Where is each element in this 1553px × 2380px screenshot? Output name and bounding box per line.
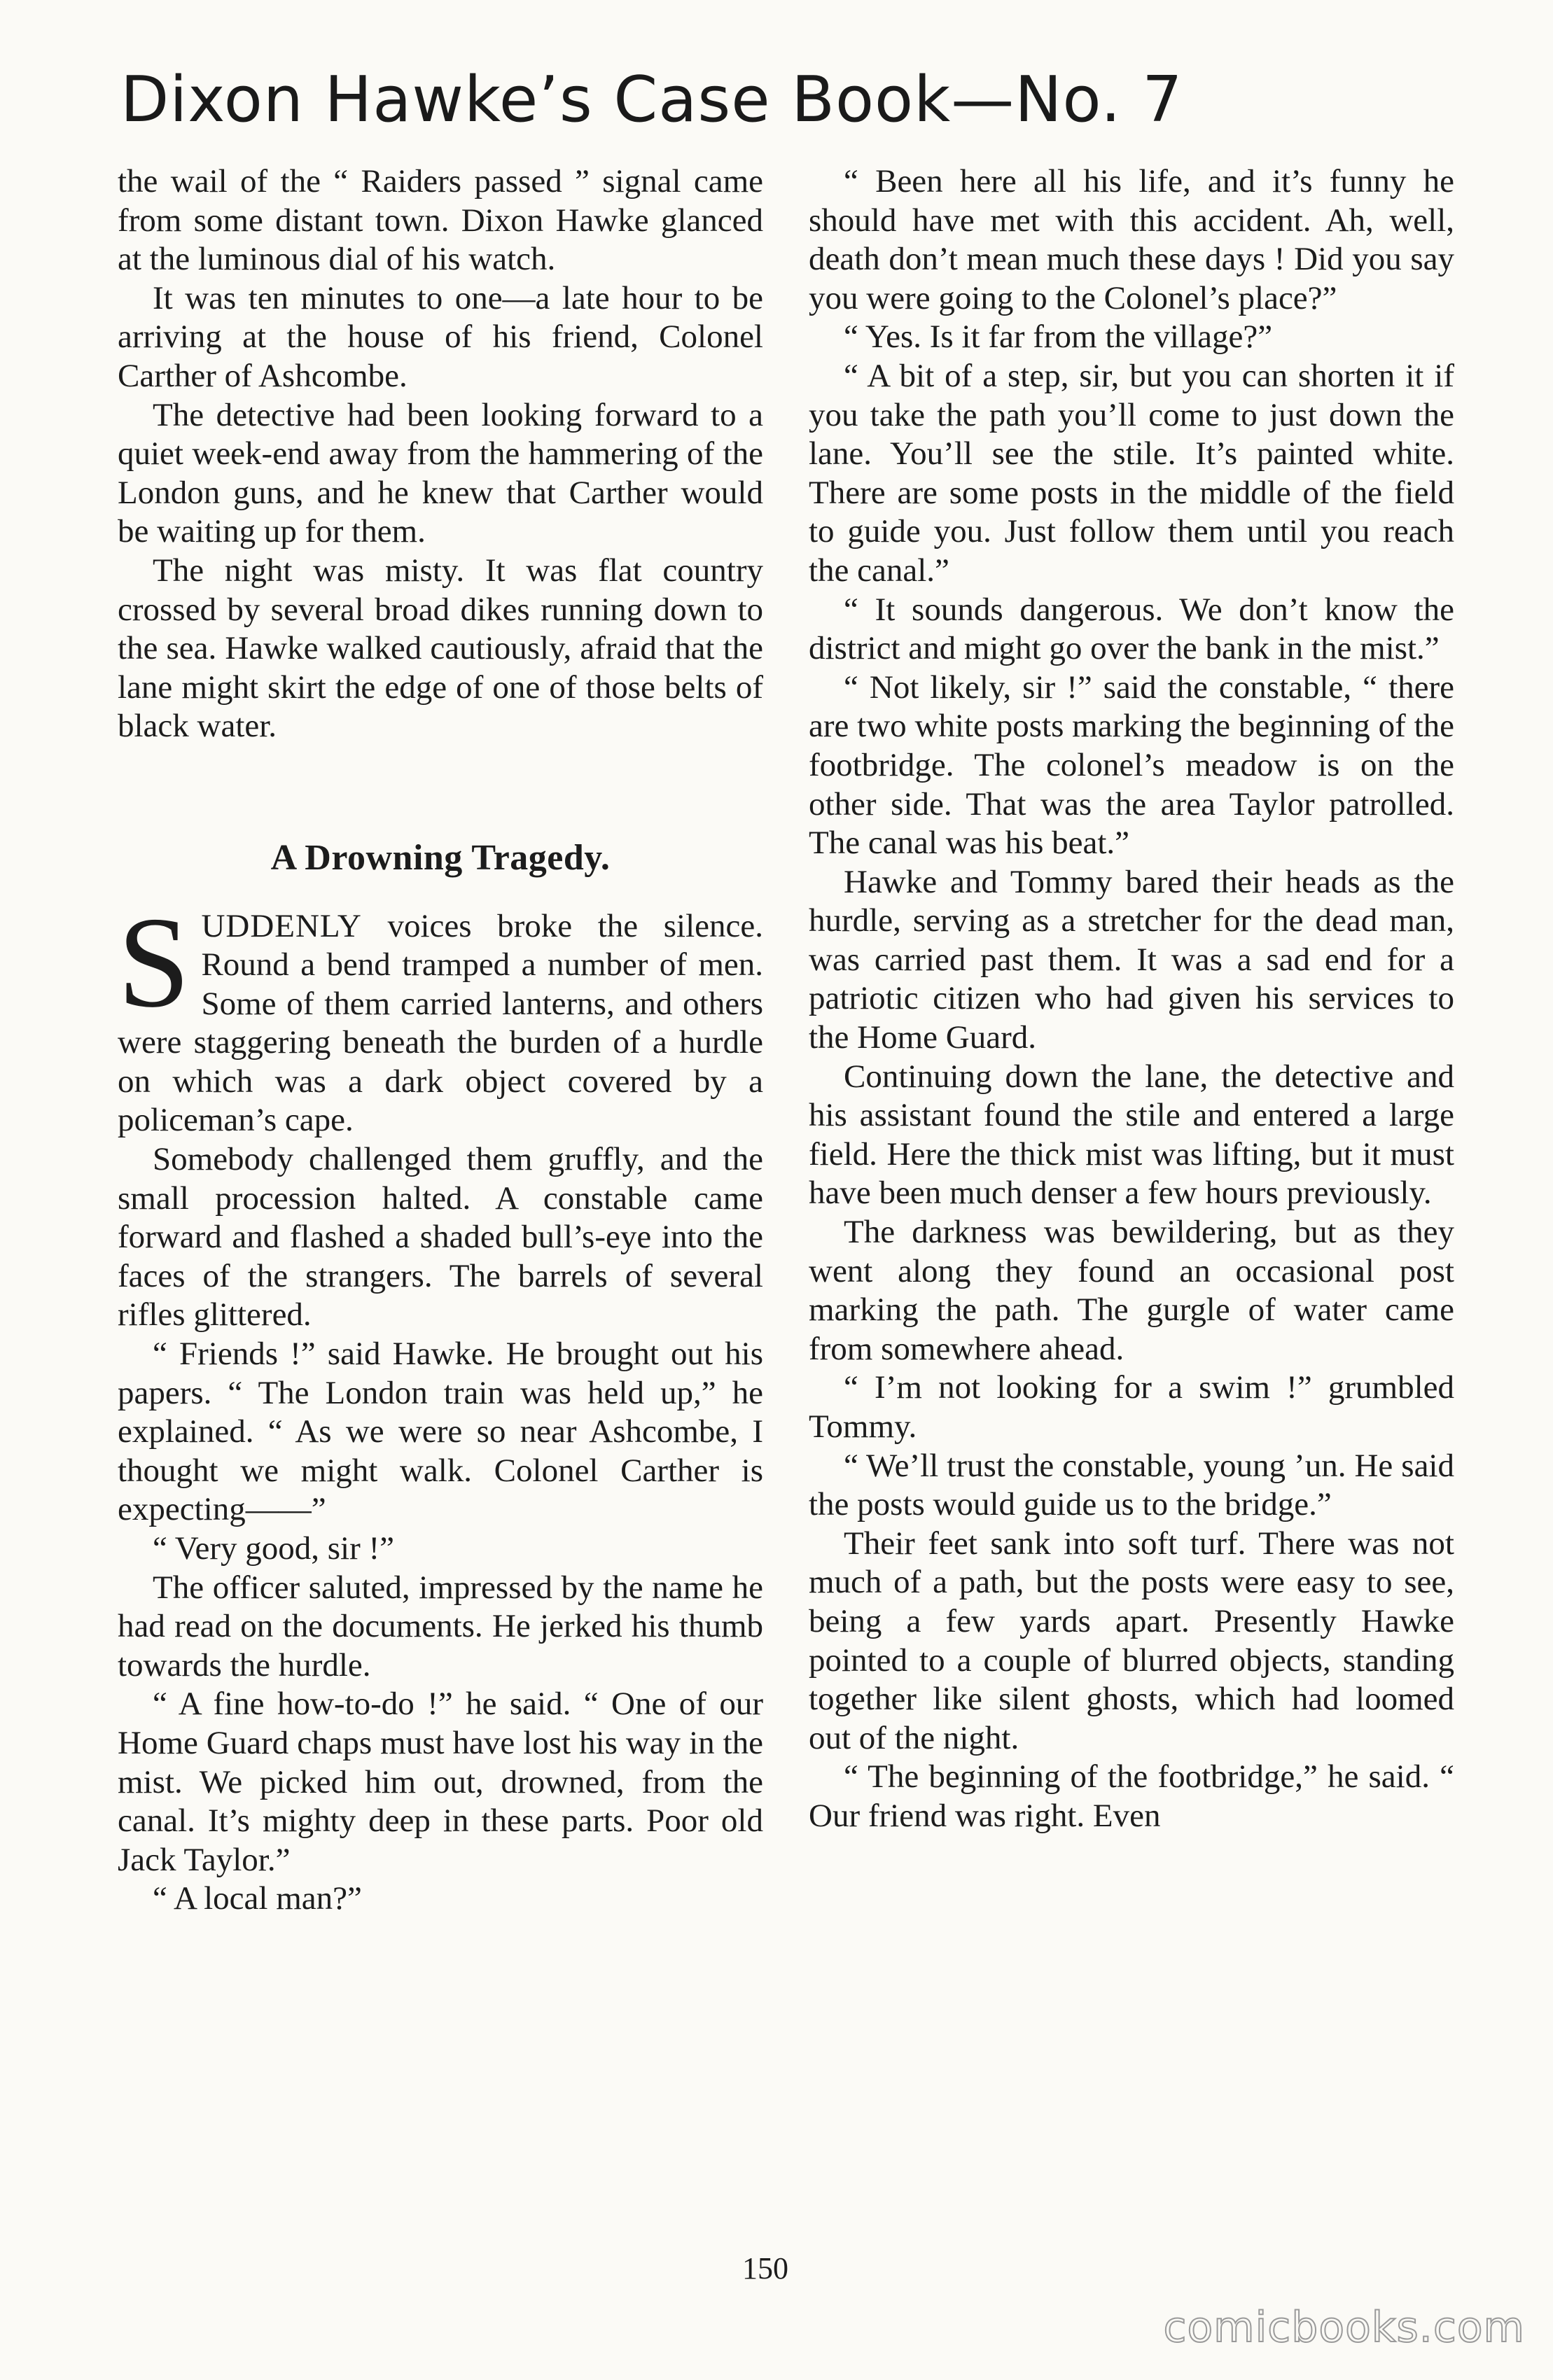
left-column xyxy=(118,162,763,1919)
paragraph: “ Not likely, sir !” said the constable, “ there are two white posts marking the beginning of the footbridge. The colonel’s meadow is on the other side. That was the area Taylor patrolled. The canal was his beat.” xyxy=(809,668,1454,862)
paragraph: It was ten minutes to one—a late hour to be arriving at the house of his friend, Colonel Carther of Ashcombe. xyxy=(118,279,763,394)
paragraph: Hawke and Tommy bared their heads as the hurdle, serving as a stretcher for the dead man, was carried past them. It was a sad end for a patriotic citizen who had given his services to the Home Guard. xyxy=(809,863,1454,1056)
section-heading: A Drowning Tragedy. xyxy=(270,837,611,878)
drop-cap: S xyxy=(118,890,190,1035)
paragraph: The detective had been looking forward to a quiet week-end away from the hammering of the London guns, and he knew that Carther would be waiting up for them. xyxy=(118,396,763,550)
paragraph: “ Been here all his life, and it’s funny he should have met with this accident. Ah, well, death don’t mean much these days ! Did you say you were going to the Colonel’s place?” xyxy=(809,163,1454,316)
paragraph: Their feet sank into soft turf. There was not much of a path, but the posts were easy to see, being a few yards apart. Presently Hawke pointed to a couple of blurred objects, standing together like silent ghosts, which had loomed out of the night. xyxy=(809,1525,1454,1756)
paragraph: “ A bit of a step, sir, but you can shorten it if you take the path you’ll come to just down the lane. You’ll see the stile. It’s painted white. There are some posts in the middle of the field to guide you. Just follow them until you reach the canal.” xyxy=(809,357,1454,589)
paragraph: “ It sounds dangerous. We don’t know the district and might go over the bank in the mist.” xyxy=(809,591,1454,667)
paragraph: Somebody challenged them gruffly, and the small procession halted. A constable came forward and flashed a shaded bull’s-eye into the faces of the strangers. The barrels of several rifles glittered. xyxy=(118,1141,763,1334)
paragraph: The officer saluted, impressed by the name he had read on the documents. He jerked his thumb towards the hurdle. xyxy=(118,1569,763,1684)
paragraph: “ A fine how-to-do !” he said. “ One of our Home Guard chaps must have lost his way in the mist. We picked him out, drowned, from the canal. It’s mighty deep in these parts. Poor old Jack Taylor.” xyxy=(118,1686,763,1878)
paragraph: “ The beginning of the footbridge,” he said. “ Our friend was right. Even xyxy=(809,1758,1454,1834)
page-title: Dixon Hawke’s Case Book—No. 7 xyxy=(120,63,1183,136)
paragraph: The night was misty. It was flat country crossed by several broad dikes running down to the sea. Hawke walked cautiously, afraid that the lane might skirt the edge of one of those belts of black water. xyxy=(118,552,763,745)
paragraph: “ A local man?” xyxy=(153,1880,362,1917)
paragraph: “ We’ll trust the constable, young ’un. He said the posts would guide us to the bridge.” xyxy=(809,1447,1454,1523)
watermark: comicbooks.com xyxy=(1163,2303,1525,2352)
page-number: 150 xyxy=(742,2251,788,2286)
opening-word: UDDENLY xyxy=(201,907,362,944)
paragraph: “ I’m not looking for a swim !” grumbled Tommy. xyxy=(809,1369,1454,1445)
paragraph-dropcap xyxy=(118,890,763,1141)
paragraph: The darkness was bewildering, but as they went along they found an occasional post marking the path. The gurgle of water came from somewhere ahead. xyxy=(809,1214,1454,1367)
paragraph: the wail of the “ Raiders passed ” signal came from some distant town. Dixon Hawke glanced at the luminous dial of his watch. xyxy=(118,163,763,278)
paragraph: “ Friends !” said Hawke. He brought out his papers. “ The London train was held up,” he explained. “ As we were so near Ashcombe, I thought we might walk. Colonel Carther is expecting——” xyxy=(118,1336,763,1528)
paragraph: “ Very good, sir !” xyxy=(153,1530,395,1567)
paragraph: “ Yes. Is it far from the village?” xyxy=(844,318,1273,356)
paragraph: Continuing down the lane, the detective and his assistant found the stile and entered a large field. Here the thick mist was lifting, but it must have been much denser a few hours previously. xyxy=(809,1058,1454,1212)
right-column xyxy=(809,162,1454,1836)
paragraph-text: voices broke the silence. Round a bend tramped a number of men. Some of them carried lanterns, and others were staggering beneath the burden of a hurdle on which was a dark object covered by a policeman’s cape. xyxy=(118,907,763,1139)
